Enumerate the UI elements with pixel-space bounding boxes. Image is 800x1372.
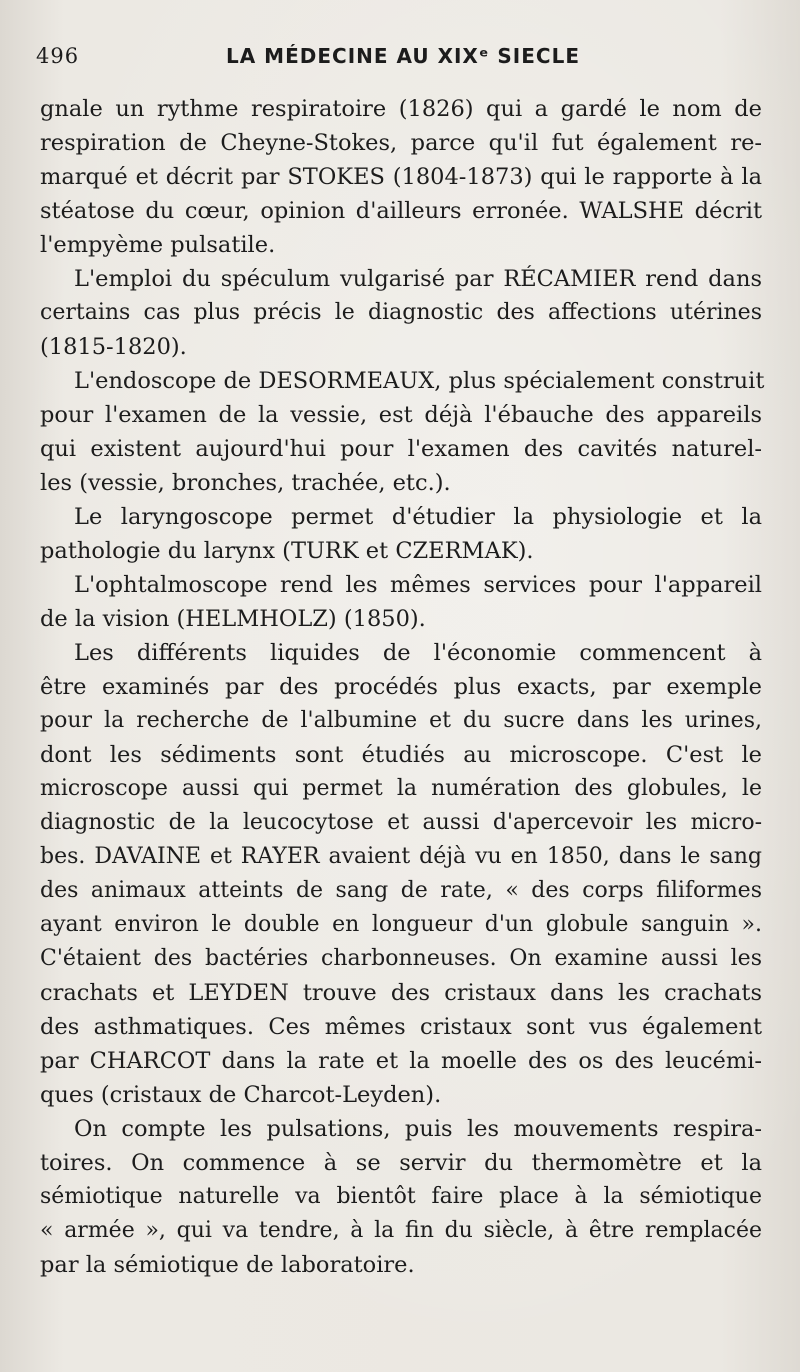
- page-number: 496: [36, 44, 80, 68]
- text-line: L'emploi du spéculum vulgarisé par RÉCAMIER rend dans: [74, 266, 762, 292]
- page-header: [36, 42, 764, 74]
- text-line: Le laryngoscope permet d'étudier la physiologie et la: [74, 504, 762, 530]
- text-line: les (vessie, bronches, trachée, etc.).: [40, 470, 451, 496]
- running-title: LA MÉDECINE AU XIXᵉ SIECLE: [226, 44, 580, 68]
- text-line: « armée », qui va tendre, à la fin du siècle, à être remplacée: [40, 1218, 762, 1243]
- text-line: pour l'examen de la vessie, est déjà l'ébauche des appareils: [40, 402, 762, 428]
- text-line: par CHARCOT dans la rate et la moelle des os des leucémi-: [40, 1048, 762, 1074]
- text-line: toires. On commence à se servir du thermomètre et la: [40, 1150, 762, 1176]
- text-line: stéatose du cœur, opinion d'ailleurs erronée. WALSHE décrit: [40, 198, 762, 224]
- text-line: pathologie du larynx (TURK et CZERMAK).: [40, 538, 534, 564]
- text-line: respiration de Cheyne-Stokes, parce qu'il fut également re-: [40, 130, 762, 156]
- text-line: C'étaient des bactéries charbonneuses. On examine aussi les: [40, 946, 762, 971]
- text-line: des animaux atteints de sang de rate, « des corps filiformes: [40, 878, 762, 903]
- text-line: (1815-1820).: [40, 334, 187, 360]
- text-line: certains cas plus précis le diagnostic des affections utérines: [40, 300, 762, 325]
- text-line: l'empyème pulsatile.: [40, 232, 276, 258]
- text-line: On compte les pulsations, puis les mouvements respira-: [74, 1116, 762, 1142]
- text-line: dont les sédiments sont étudiés au microscope. C'est le: [40, 742, 762, 768]
- text-line: sémiotique naturelle va bientôt faire place à la sémiotique: [40, 1184, 762, 1209]
- text-line: Les différents liquides de l'économie commencent à: [74, 640, 762, 666]
- text-line: des asthmatiques. Ces mêmes cristaux sont vus également: [40, 1014, 762, 1040]
- text-line: L'ophtalmoscope rend les mêmes services pour l'appareil: [74, 572, 762, 598]
- text-line: de la vision (HELMHOLZ) (1850).: [40, 606, 426, 632]
- text-line: microscope aussi qui permet la numération des globules, le: [40, 776, 762, 801]
- text-line: L'endoscope de DESORMEAUX, plus spécialement construit: [74, 368, 765, 394]
- text-line: être examinés par des procédés plus exacts, par exemple: [40, 674, 762, 700]
- text-line: qui existent aujourd'hui pour l'examen des cavités naturel-: [40, 436, 762, 462]
- body-text: [40, 92, 765, 1282]
- text-line: crachats et LEYDEN trouve des cristaux dans les crachats: [40, 980, 762, 1006]
- text-line: gnale un rythme respiratoire (1826) qui a gardé le nom de: [40, 96, 762, 122]
- text-line: marqué et décrit par STOKES (1804-1873) qui le rapporte à la: [40, 164, 762, 190]
- text-line: pour la recherche de l'albumine et du sucre dans les urines,: [40, 708, 762, 733]
- text-line: ayant environ le double en longueur d'un globule sanguin ».: [40, 912, 762, 937]
- text-line: bes. DAVAINE et RAYER avaient déjà vu en 1850, dans le sang: [40, 844, 762, 869]
- text-line: par la sémiotique de laboratoire.: [40, 1252, 415, 1278]
- text-line: diagnostic de la leucocytose et aussi d'apercevoir les micro-: [40, 810, 762, 835]
- text-line: ques (cristaux de Charcot-Leyden).: [40, 1082, 442, 1108]
